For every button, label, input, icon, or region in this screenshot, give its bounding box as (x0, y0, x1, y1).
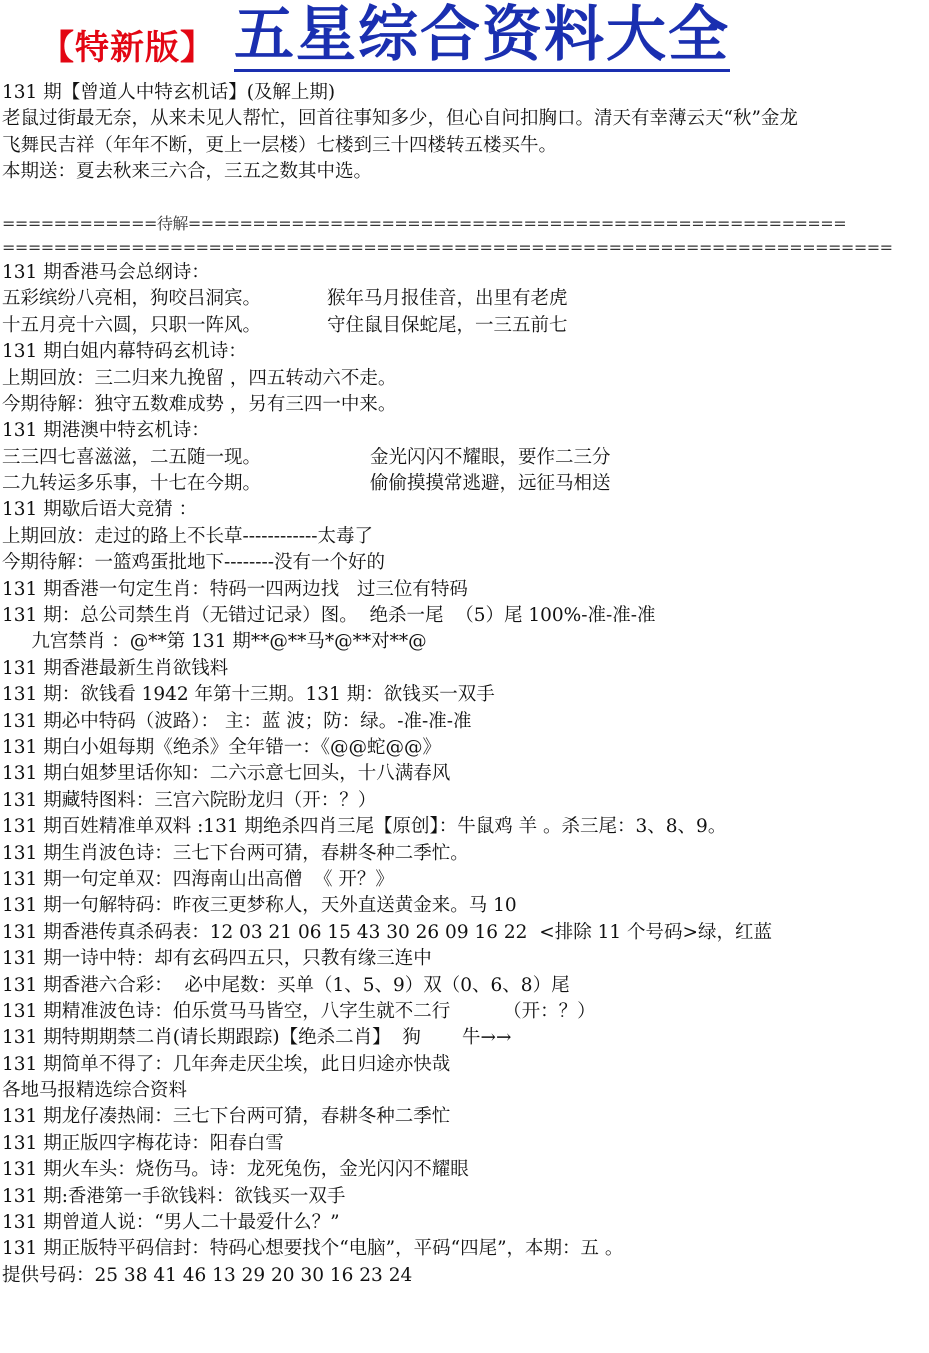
text-line: 131 期白小姐每期《绝杀》全年错一：《@@蛇@@》 (2, 736, 441, 758)
text-line: 131 期：总公司禁生肖（无错过记录）图。 绝杀一尾 （5）尾 100%-准-准-准 (2, 605, 656, 627)
text-line: 飞舞民吉祥（年年不断，更上一层楼）七楼到三十四楼转五楼买牛。 (2, 134, 558, 156)
text-line: 本期送：夏去秋来三六合，三五之数其中选。 (2, 161, 373, 183)
text-line: 131 期香港最新生肖欲钱料 (2, 657, 229, 679)
text-line: 131 期生肖波色诗：三七下台两可猜，春耕冬种二季忙。 (2, 842, 469, 864)
poem-right: 守住鼠目保蛇尾，一三五前七 (327, 314, 568, 336)
text-line: 131 期一句定单双：四海南山出高僧 《 开？》 (2, 868, 394, 890)
text-line: 今期待解：一篮鸡蛋批地下--------没有一个好的 (2, 552, 386, 574)
poem-left: 十五月亮十六圆，只职一阵风。 (2, 314, 262, 336)
text-line: 131 期白姐内幕特码玄机诗： (2, 341, 247, 363)
text-line: 131 期简单不得了：几年奔走厌尘埃，此日归途亦快哉 (2, 1053, 451, 1075)
document-body (2, 80, 927, 1289)
text-line: 131 期香港一句定生肖：特码一四两边找 过三位有特码 (2, 578, 468, 600)
edition-badge: 【特新版】 (40, 28, 215, 68)
blank-line (2, 186, 927, 212)
text-line: 老鼠过街最无奈，从来未见人帮忙，回首往事知多少，但心自问扣胸口。清天有幸薄云天“秋”金龙 (2, 108, 798, 130)
text-line: 131 期香港马会总纲诗： (2, 261, 210, 283)
poem-right: 金光闪闪不耀眼，要作二三分 (370, 446, 611, 468)
text-line: 131 期正版四字梅花诗：阳春白雪 (2, 1132, 284, 1154)
text-line: 131 期一诗中特：却有玄码四五只，只教有缘三连中 (2, 948, 432, 970)
text-line: 上期回放：走过的路上不长草------------太毒了 (2, 525, 374, 547)
separator: ===================================================================== (2, 237, 893, 257)
text-line: 131 期港澳中特玄机诗： (2, 420, 210, 442)
text-line: 131 期白姐梦里话你知：二六示意七回头，十八满春风 (2, 763, 451, 785)
separator-waiting: ============待解=================================================== (2, 213, 847, 233)
text-line: 131 期歇后语大竞猜 ： (2, 499, 198, 521)
text-line: 131 期一句解特码：昨夜三更梦称人，天外直送黄金来。马 10 (2, 895, 517, 917)
text-line: 上期回放：三二归来九挽留 ，四五转动六不走。 (2, 367, 397, 389)
text-line: 131 期【曾道人中特玄机话】(及解上期) (2, 82, 336, 103)
text-line: 131 期:香港第一手欲钱料：欲钱买一双手 (2, 1185, 346, 1207)
poem-line (2, 445, 927, 471)
text-line: 131 期香港六合彩： 必中尾数：买单（1、5、9）双（0、6、8）尾 (2, 974, 570, 996)
text-line: 131 期曾道人说：“男人二十最爱什么？” (2, 1212, 340, 1234)
page-title: 五星综合资料大全 (234, 0, 730, 70)
poem-left: 三三四七喜滋滋，二五随一现。 (2, 446, 262, 468)
text-line: 今期待解：独守五数难成势 ，另有三四一中来。 (2, 393, 397, 415)
poem-right: 猴年马月报佳音，出里有老虎 (327, 288, 568, 310)
text-line: 131 期香港传真杀码表：12 03 21 06 15 43 30 26 09 16 22 <排除 11 个号码>绿，红蓝 (2, 921, 773, 943)
poem-line (2, 313, 927, 339)
text-line: 131 期精准波色诗：伯乐赏马马皆空，八字生就不二行 （开：？） (2, 1000, 596, 1022)
text-line: 131 期必中特码（波路）： 主：蓝 波；防：绿。-准-准-准 (2, 710, 472, 732)
text-line: 131 期藏特图料：三宫六院盼龙归（开：？） (2, 789, 377, 811)
section-heading: 各地马报精选综合资料 (2, 1080, 188, 1102)
poem-line (2, 286, 927, 312)
poem-left: 五彩缤纷八亮相，狗咬吕洞宾。 (2, 288, 262, 310)
text-line: 131 期龙仔凑热闹：三七下台两可猜，春耕冬种二季忙 (2, 1106, 451, 1128)
text-line: 131 期正版特平码信封：特码心想要找个“电脑”，平码“四尾”，本期：五 。 (2, 1238, 624, 1260)
poem-left: 二九转运多乐事，十七在今期。 (2, 473, 262, 495)
poem-right: 偷偷摸摸常逃避，远征马相送 (370, 473, 611, 495)
text-line: 九宫禁肖 ：@**第 131 期**@**马*@**对**@ (2, 631, 427, 653)
page-header (0, 0, 929, 80)
text-line: 131 期特期期禁二肖(请长期跟踪)【绝杀二肖】 狗 牛→→ (2, 1027, 512, 1049)
poem-line (2, 471, 927, 497)
text-line: 131 期百姓精准单双料 :131 期绝杀四肖三尾【原创】：牛鼠鸡 羊 。杀三尾：3、8、9。 (2, 816, 727, 838)
text-line: 131 期：欲钱看 1942 年第十三期。131 期：欲钱买一双手 (2, 684, 495, 706)
text-line: 提供号码：25 38 41 46 13 29 20 30 16 23 24 (2, 1264, 413, 1286)
text-line: 131 期火车头：烧伤马。诗：龙死兔伤，金光闪闪不耀眼 (2, 1159, 469, 1181)
